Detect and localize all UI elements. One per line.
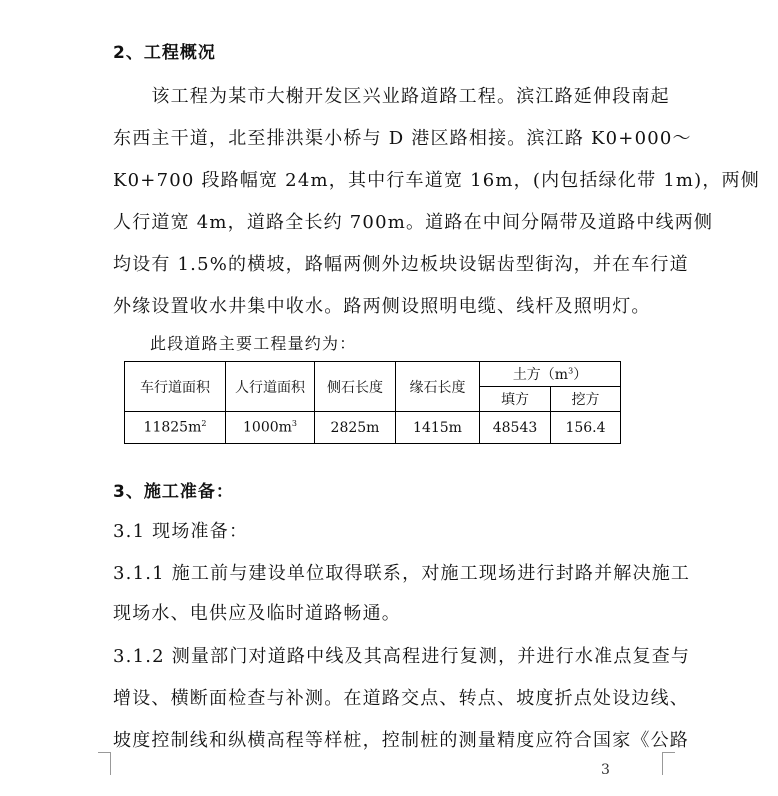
header-cut: 挖方 [551,387,621,412]
heading-site-prep: 3.1 现场准备： [113,521,249,542]
page-number: 3 [601,762,610,778]
header-edge-length: 缘石长度 [396,362,480,412]
margin-corner-mark-left [98,752,111,775]
header-curb-length: 侧石长度 [315,362,396,412]
table-intro: 此段道路主要工程量约为： [150,334,357,353]
heading-project-overview: 2、工程概况 [113,43,216,63]
header-earthwork: 土方$(m^3)$ [480,362,621,387]
heading-construction-prep: 3、施工准备： [113,482,234,502]
cell-road-area: $11825m^2$ [125,412,226,444]
cell-edge-length: 1415m [396,412,480,444]
cell-fill: 48543 [480,412,551,444]
header-walk-area: 人行道面积 [226,362,315,412]
margin-corner-mark-right [662,752,675,775]
cell-curb-length: 2825m [315,412,396,444]
paragraph-line: K0+700 段路幅宽 24m，其中行车道宽 16m，(内包括绿化带 1m)，两侧 [113,170,760,191]
paragraph-line: 该工程为某市大榭开发区兴业路道路工程。滨江路延伸段南起 [113,86,670,107]
paragraph-line: 3.1.1 施工前与建设单位取得联系，对施工现场进行封路并解决施工 [113,563,691,584]
cell-walk-area: $1000m^3$ [226,412,315,444]
paragraph-line: 东西主干道，北至排洪渠小桥与 D 港区路相接。滨江路 K0+000～ [113,128,692,149]
header-road-area: 车行道面积 [125,362,226,412]
paragraph-line: 均设有 1.5%的横坡，路幅两侧外边板块设锯齿型街沟，并在车行道 [113,254,689,275]
paragraph-line: 3.1.2 测量部门对道路中线及其高程进行复测，并进行水准点复查与 [113,646,691,667]
header-fill: 填方 [480,387,551,412]
paragraph-line: 坡度控制线和纵横高程等样桩，控制桩的测量精度应符合国家《公路 [113,730,689,751]
cell-cut: 156.4 [551,412,621,444]
paragraph-line: 增设、横断面检查与补测。在道路交点、转点、坡度折点处设边线、 [113,688,689,709]
paragraph-line: 人行道宽 4m，道路全长约 700m。道路在中间分隔带及道路中线两侧 [113,212,714,233]
quantities-table [124,361,621,444]
paragraph-line: 现场水、电供应及临时道路畅通。 [113,603,401,624]
paragraph-line: 外缘设置收水井集中收水。路两侧设照明电缆、线杆及照明灯。 [113,296,651,317]
